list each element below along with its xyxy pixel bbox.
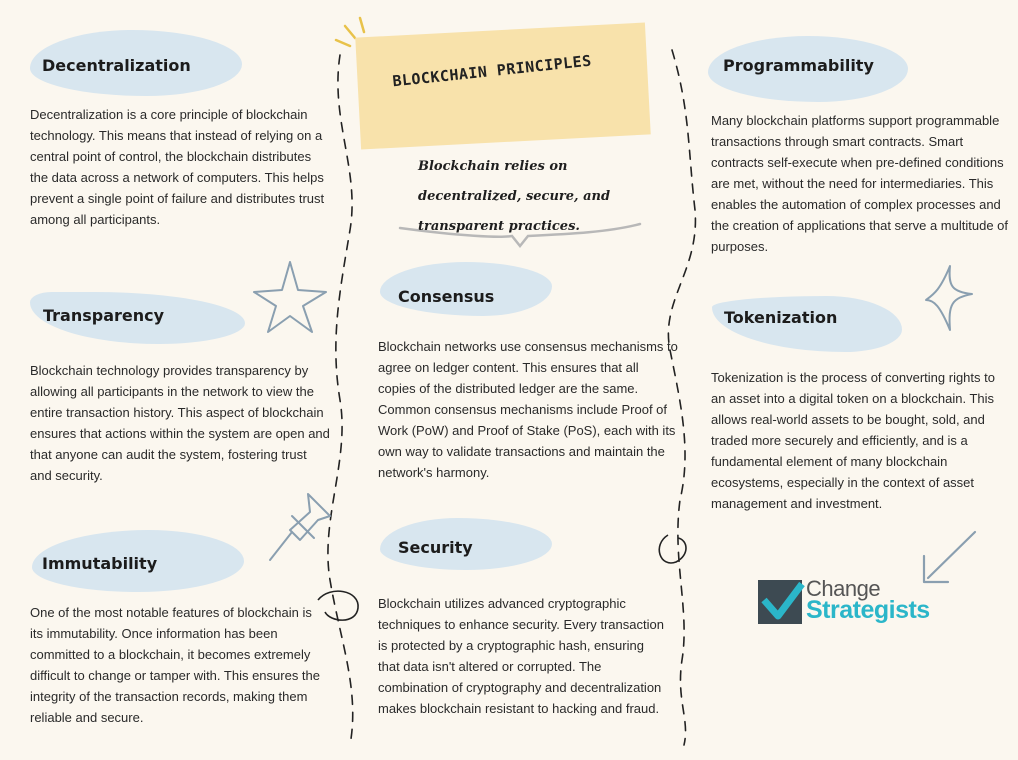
outline-star-icon [254,262,326,332]
decentralization-heading: Decentralization [42,56,191,75]
immutability-text: One of the most notable features of blockchain is its immutability. Once information has been committed to a blockchain, it becomes extremely difficult to change or tamper with. This ensures the integrity of the transaction records, making them reliable and secure. [30,605,321,725]
security-text: Blockchain utilizes advanced cryptographic techniques to enhance security. Every transaction is protected by a cryptographic hash, ensuring that data isn't altered or corrupted. The combination of cryptography and decentralization makes blockchain resistant to hacking and fraud. [378,596,664,716]
transparency-text: Blockchain technology provides transparency by allowing all participants in the network to view the entire transaction history. This aspect of blockchain ensures that actions within the system are open and that anyone can audit the system, fostering trust and security. [30,363,330,483]
consensus-text: Blockchain networks use consensus mechanisms to agree on ledger content. This ensures that all copies of the distributed ledger are the same. Common consensus mechanisms include Proof of Work (PoW) and Proof of Stake (PoS), each with its own way to validate transactions and maintain the network's harmony. [378,339,678,480]
arrow-icon [924,532,975,582]
left-dashed-divider [328,55,353,745]
programmability-heading: Programmability [723,56,874,75]
page-title: BLOCKCHAIN PRINCIPLES [391,51,593,91]
spark-star-icon [926,266,972,330]
right-loop-doodle [659,535,686,563]
tokenization-heading: Tokenization [724,308,838,327]
decentralization-text: Decentralization is a core principle of blockchain technology. This means that instead of relying on a central point of control, the blockchain distributes the data across a network of computers. This helps prevent a single point of failure and distributes trust among all participants. [30,107,325,227]
programmability-text: Many blockchain platforms support programmable transactions through smart contracts. Smart contracts self-execute when pre-defined conditions are met, without the need for intermediaries. This enables the automation of complex processes and the creation of applications that serve a multitude of purposes. [711,113,1009,254]
immutability-heading: Immutability [42,554,158,573]
push-pin-icon [270,494,330,560]
consensus-heading: Consensus [398,287,495,306]
logo-text-change: Change [806,576,881,601]
logo-text-strategists: Strategists [806,596,930,624]
security-heading: Security [398,538,473,557]
transparency-heading: Transparency [43,306,165,325]
left-loop-doodle [318,591,358,620]
page-tagline: Blockchain relies on decentralized, secure, and transparent practices. [418,159,611,234]
tokenization-text: Tokenization is the process of converting rights to an asset into a digital token on a blockchain. This allows real-world assets to be bought, sold, and traded more securely and efficiently, and is a fundamental element of many blockchain ecosystems, especially in the context of asset management and investment. [711,370,995,511]
